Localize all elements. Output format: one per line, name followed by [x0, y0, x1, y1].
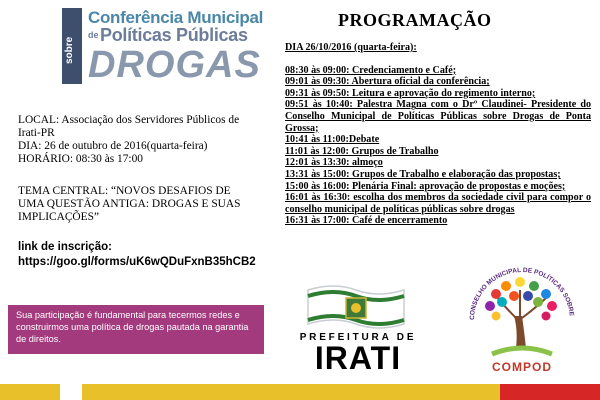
program-item: 09:31 às 09:50: Leitura e aprovação do regimento interno; — [285, 87, 536, 99]
compod-label: COMPOD — [492, 360, 552, 374]
prefeitura-name: IRATI — [314, 340, 402, 376]
logo-line3: DROGAS — [88, 44, 261, 86]
time-line: HORÁRIO: 08:30 às 17:00 — [18, 153, 143, 165]
participation-banner: Sua participação é fundamental para tecermos redes e construirmos uma política de drogas pautada na garantia de direitos. — [8, 305, 264, 354]
program-item: 16:31 às 17:00: Café de encerramento — [285, 215, 448, 227]
program-item: 08:30 às 09:00: Credenciamento e Café; — [285, 64, 457, 76]
program-item: 09:01 às 09:30: Abertura oficial da conferência; — [285, 76, 490, 88]
logo-line2: Políticas Públicas — [100, 25, 248, 45]
program-item: 16:01 às 16:30: escolha dos membros da sociedade civil para compor o conselho municipal de políticas públicas sobre drogas — [285, 192, 591, 215]
local-line: LOCAL: Associação dos Servidores Públicos de — [18, 114, 240, 126]
theme-line3: IMPLICAÇÕES” — [18, 211, 100, 223]
theme-line1: TEMA CENTRAL: “NOVOS DESAFIOS DE — [18, 185, 231, 197]
compod-logo — [452, 250, 592, 382]
compod-ring-text: CONSELHO MUNICIPAL DE POLÍTICAS SOBRE — [468, 266, 575, 321]
program-item: 15:00 às 16:00: Plenária Final: aprovação de propostas e moções; — [285, 180, 566, 192]
program-date: DIA 26/10/2016 (quarta-feira): — [285, 42, 417, 53]
bottom-stripe — [0, 384, 600, 400]
central-theme — [18, 185, 286, 224]
logo-de: de — [88, 30, 99, 40]
prefeitura-logo — [298, 282, 418, 376]
program-item: 11:01 às 12:00: Grupos de Trabalho — [285, 145, 439, 157]
theme-line2: UMA QUESTÃO ANTIGA: DROGAS E SUAS — [18, 198, 241, 210]
prefeitura-label: PREFEITURA DE — [299, 332, 417, 343]
local-city: Irati-PR — [18, 127, 55, 139]
logo-line1: Conferência Municipal — [88, 8, 264, 27]
conference-logo — [62, 6, 272, 86]
registration-label: link de inscrição: — [18, 241, 112, 253]
irati-flag-icon — [304, 282, 408, 332]
logo-sobre: sobre — [64, 36, 75, 64]
program-item: 10:41 às 11:00:Debate — [285, 134, 380, 146]
program-item: 12:01 às 13:30: almoço — [285, 157, 383, 169]
program-title: PROGRAMAÇÃO — [338, 10, 492, 30]
event-info — [18, 114, 288, 166]
program-list — [285, 42, 591, 227]
registration-link[interactable]: https://goo.gl/forms/uK6wQDuFxnB35hCB2 — [18, 256, 256, 268]
program-item: 13:31 às 15:00: Grupos de Trabalho e elaboração das propostas; — [285, 168, 561, 180]
svg-text:CONSELHO MUNICIPAL DE POLÍTICA — [452, 250, 575, 320]
compod-emblem-icon — [452, 250, 592, 362]
program-item: 09:51 às 10:40: Palestra Magna com o Drº Claudinei- Presidente do Conselho Municipal de Políticas Públicas sobre Drogas de Ponta Grossa; — [285, 99, 591, 134]
date-line: DIA: 26 de outubro de 2016(quarta-feira) — [18, 140, 208, 152]
